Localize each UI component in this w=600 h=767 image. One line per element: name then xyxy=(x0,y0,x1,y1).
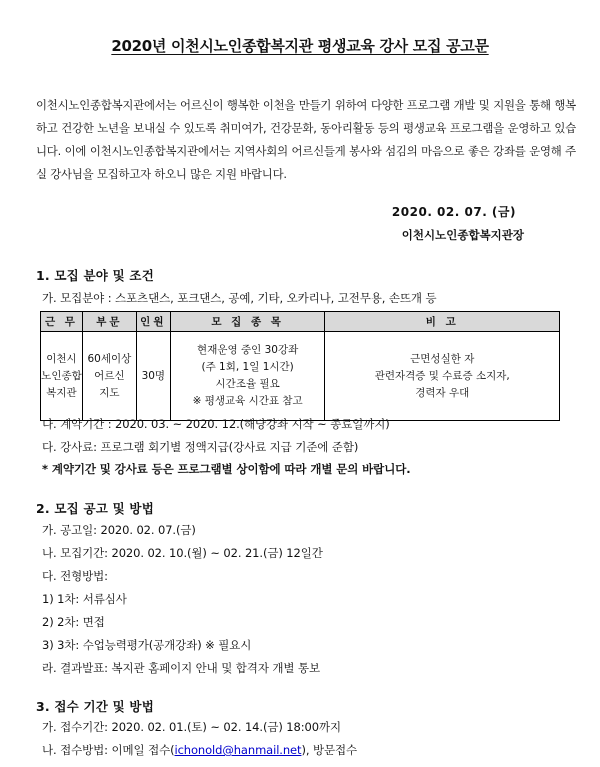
section2-line: 2) 2차: 면접 xyxy=(42,615,105,629)
cell-items xyxy=(170,332,325,421)
section2-line: 3) 3차: 수업능력평가(공개강좌) ※ 필요시 xyxy=(42,638,252,652)
cell-work xyxy=(41,332,83,421)
section2-line: 나. 모집기간: 2020. 02. 10.(월) ~ 02. 21.(금) 12일간 xyxy=(42,546,323,560)
header-dept: 부문 xyxy=(82,312,136,332)
cell-work-line: 복지관 xyxy=(46,386,77,399)
contract-period-line: 나. 계약기간 : 2020. 03. ~ 2020. 12.(해당강좌 시작 ~ 종료일까지) xyxy=(42,417,390,431)
receipt-period-line: 가. 접수기간: 2020. 02. 01.(토) ~ 02. 14.(금) 18:00까지 xyxy=(42,720,341,734)
recruit-table xyxy=(40,311,560,421)
issuing-organization: 이천시노인종합복지관장 xyxy=(401,228,524,242)
cell-dept-line: 60세이상 xyxy=(87,352,132,365)
section3-title: 3. 접수 기간 및 방법 xyxy=(36,699,154,714)
cell-note-line: 근면성실한 자 xyxy=(410,352,475,365)
table-row xyxy=(41,332,560,421)
intro-paragraph: 이천시노인종합복지관에서는 어르신이 행복한 이천을 만들기 위하여 다양한 프로그램 개발 및 지원을 통해 행복하고 건강한 노년을 보내실 수 있도록 취미여가, 건강문화, 동아리활동 등의 평생교육 프로그램을 운영하고 있습니다. 이에 이천시노인종합복지관에서는 지역사회의 어르신들게 봉사와 섬김의 마음으로 좋은 강좌를 운영해 주실 강사님을 모집하고자 하오니 많은 지원 바랍니다. xyxy=(36,98,576,181)
cell-work-line: 이천시 xyxy=(46,352,77,365)
cell-items-line: (주 1회, 1일 1시간) xyxy=(201,361,294,373)
cell-items-line: 현재운영 중인 30강좌 xyxy=(197,344,299,356)
cell-work-line: 노인종합 xyxy=(41,369,82,382)
announcement-date: 2020. 02. 07. (금) xyxy=(391,205,516,219)
cell-items-line: 시간조율 필요 xyxy=(215,378,280,390)
cell-dept-line: 지도 xyxy=(99,386,120,399)
cell-dept-line: 어르신 xyxy=(94,369,125,382)
section2-line: 가. 공고일: 2020. 02. 07.(금) xyxy=(42,523,196,537)
cell-note-line: 관련자격증 및 수료증 소지자, xyxy=(374,369,510,382)
section2-title: 2. 모집 공고 및 방법 xyxy=(36,501,154,516)
header-work: 근 무 xyxy=(41,312,83,332)
email-link[interactable]: ichonold@hanmail.net xyxy=(174,743,302,757)
cell-note xyxy=(325,332,560,421)
section2-line: 1) 1차: 서류심사 xyxy=(42,592,127,606)
cell-count: 30명 xyxy=(136,332,170,421)
table-header-row xyxy=(41,312,560,332)
receipt-method-prefix: 나. 접수방법: 이메일 접수( xyxy=(42,743,175,757)
receipt-method-suffix: ), 방문접수 xyxy=(301,743,357,757)
header-count: 인원 xyxy=(136,312,170,332)
section2-line: 다. 전형방법: xyxy=(42,569,108,583)
receipt-method-line xyxy=(42,742,357,758)
contract-note-line: * 계약기간 및 강사료 등은 프로그램별 상이함에 따라 개별 문의 바랍니다. xyxy=(42,462,411,476)
section2-line: 라. 결과발표: 복지관 홈페이지 안내 및 합격자 개별 통보 xyxy=(42,661,320,675)
header-note: 비 고 xyxy=(325,312,560,332)
document-title: 2020년 이천시노인종합복지관 평생교육 강사 모집 공고문 xyxy=(111,37,489,55)
recruit-field-line: 가. 모집분야 : 스포츠댄스, 포크댄스, 공예, 기타, 오카리나, 고전무용, 손뜨개 등 xyxy=(42,291,437,305)
section1-title: 1. 모집 분야 및 조건 xyxy=(36,268,154,283)
cell-note-line: 경력자 우대 xyxy=(415,386,470,399)
header-items: 모 집 종 목 xyxy=(170,312,325,332)
cell-dept xyxy=(82,332,136,421)
fee-line: 다. 강사료: 프로그램 회기별 정액지급(강사료 지급 기준에 준함) xyxy=(42,440,359,454)
cell-items-line: ※ 평생교육 시간표 참고 xyxy=(192,395,303,407)
